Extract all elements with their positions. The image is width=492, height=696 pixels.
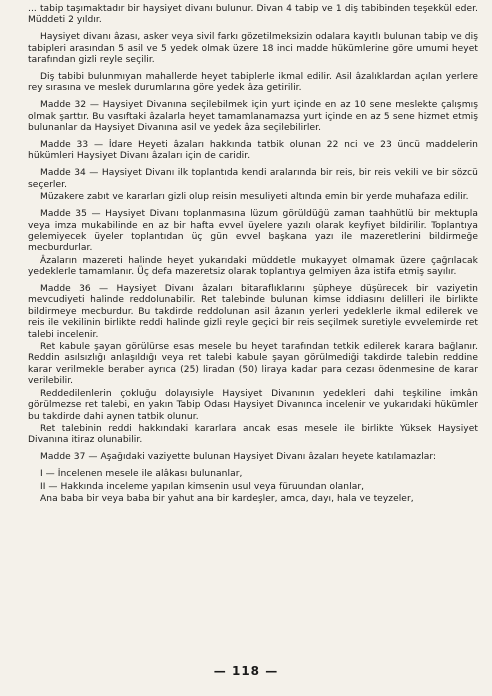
paragraph-dental: Diş tabibi bulunmıyan mahallerde heyet tabiplerle ikmal edilir. Asil âzalıklardan açılan yerlere rey sırasına ve meslek durumlarına göre yedek âza getirilir. <box>28 72 478 94</box>
paragraph-article-35: Madde 35 — Haysiyet Divanı toplanmasına lüzum görüldüğü zaman taahhütlü bir mektupla veya imza mukabilinde en az bir hafta evvel üyelere yazılı olarak keyfiyet bildirilir. Toplantıya gelemiyecek üyeler toplantıdan üç gün evvel başkana yazı ile mazeretlerini bildirmeğe mecburdurlar. <box>28 209 478 254</box>
paragraph-article-32: Madde 32 — Haysiyet Divanına seçilebilmek için yurt içinde en az 10 sene meslekte çalışmış olmak şarttır. Bu vasıftaki âzalarla heyet tamamlanamazsa yurt içinde en az 5 sene hizmet etmiş bulunanlar da Haysiyet Divanına asil ve yedek âza seçilebilirler. <box>28 100 478 134</box>
paragraph-excuse: Âzaların mazereti halinde heyet yukarıdaki müddetle mukayyet olmamak üzere çağrılacak yedeklerle tamamlanır. Üç defa mazeretsiz olarak toplantıya gelmiyen âza istifa etmiş sayılır. <box>28 255 478 278</box>
paragraph-rejection: Ret kabule şayan görülürse esas mesele bu heyet tarafından tetkik edilerek karara bağlanır. Reddin asılsızlığı anlaşıldığı veya ret talebi kabule şayan görülmediği takdirde talebin reddine karar verilmekle beraber ayrıca (25) liradan (50) liraya kadar para cezası ödenmesine de karar verilebilir. <box>28 342 478 387</box>
paragraph-minutes: Müzakere zabıt ve kararları gizli olup reisin mesuliyeti altında emin bir yerde muhafaza edilir. <box>40 192 469 203</box>
list-item-ii: II — Hakkında inceleme yapılan kimsenin usul veya füruundan olanlar, <box>40 481 365 492</box>
paragraph-intro: ... tabip taşımaktadır bir haysiyet divanı bulunur. Divan 4 tabip ve 1 diş tabibinden teşekkül eder. Müddeti 2 yıldır. <box>28 4 478 26</box>
list-item-relatives: Ana baba bir veya baba bir yahut ana bir kardeşler, amca, dayı, hala ve teyzeler, <box>40 493 414 504</box>
paragraph-article-34: Madde 34 — Haysiyet Divanı ilk toplantıda kendi aralarında bir reis, bir reis vekili ve bir sözcü seçerler. <box>28 168 478 190</box>
list-item-i: I — İncelenen mesele ile alâkası bulunanlar, <box>40 469 243 480</box>
paragraph-article-33: Madde 33 — İdare Heyeti âzaları hakkında tatbik olunan 22 nci ve 23 üncü maddelerin hükümleri Haysiyet Divanı âzaları için de caridir. <box>28 140 478 162</box>
paragraph-article-37: Madde 37 — Aşağıdaki vaziyette bulunan Haysiyet Divanı âzaları heyete katılamazlar: <box>40 452 437 463</box>
paragraph-article-36: Madde 36 — Haysiyet Divanı âzaları bitaraflıklarını şüpheye düşürecek bir vaziyetin mevcudiyeti halinde reddolunabilir. Ret talebinde bulunan kimse iddiasını delilleri ile birlikte bildirmeye mecburdur. Bu takdirde reddolunan asil âzanın yerleri yedeklerle ikmal edilerek ve reis ile vekilinin birlikte reddi halinde gizli reyle geçici bir reis seçilmek suretiyle evvelemirde ret talebi incelenir. <box>28 284 478 340</box>
page-number: — 118 — <box>213 664 279 678</box>
paragraph-multiple-rejection: Reddedilenlerin çokluğu dolayısiyle Haysiyet Divanının yedekleri dahi teşkiline imkân görülmezse ret talebi, en yakın Tabip Odası Haysiyet Divanınca incelenir ve yukarıdaki hükümler bu takdirde dahi aynen tatbik olunur. <box>28 388 478 422</box>
paragraph-election: Haysiyet divanı âzası, asker veya sivil farkı gözetilmeksizin odalara kayıtlı bulunan tabip ve diş tabipleri arasından 5 asil ve 5 yedek olmak üzere 18 inci madde hükümlerine göre umumi heyet tarafından gizli reyle seçilir. <box>28 32 478 66</box>
paragraph-objection: Ret talebinin reddi hakkındaki kararlara ancak esas mesele ile birlikte Yüksek Haysiyet Divanına itiraz olunabilir. <box>28 423 478 446</box>
